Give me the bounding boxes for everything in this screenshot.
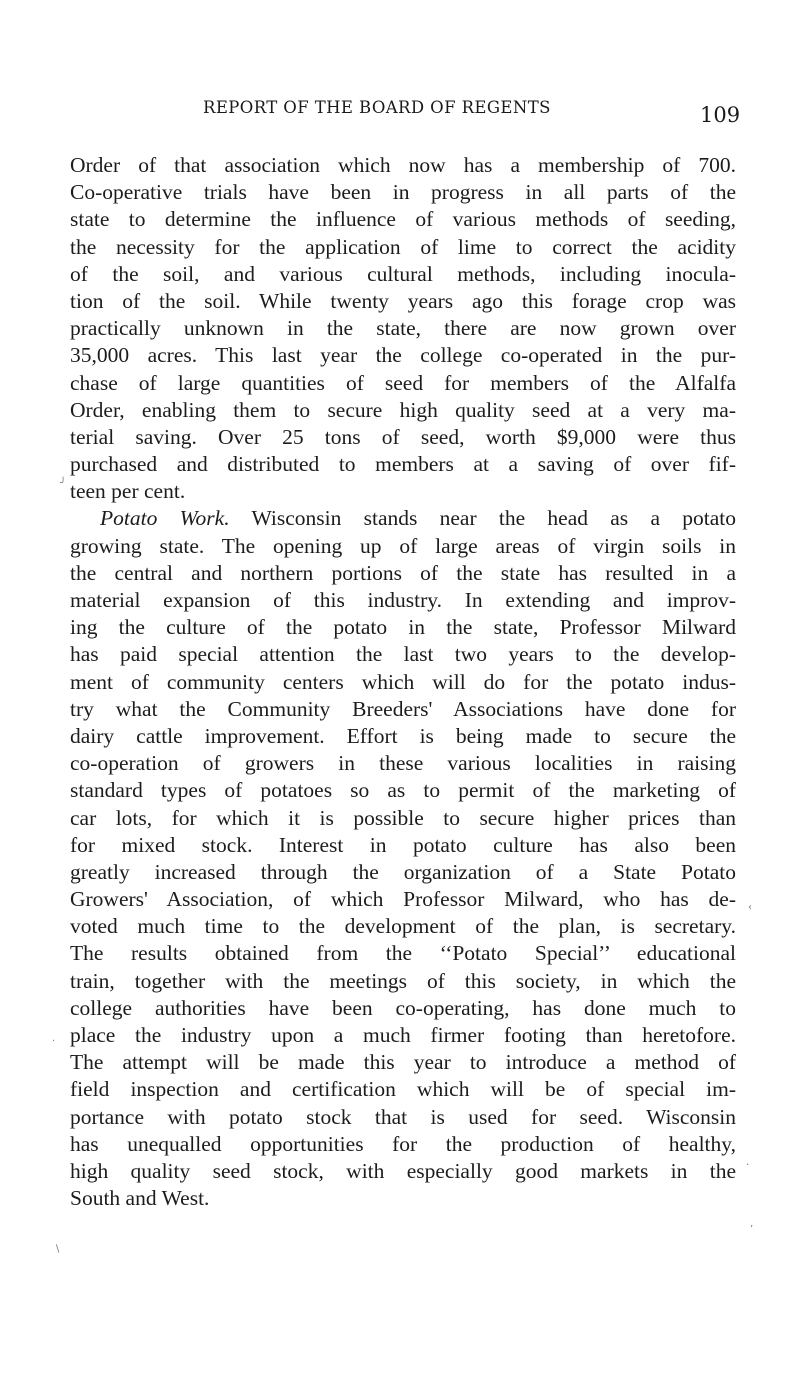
text-line: The results obtained from the ‘‘Potato Special’’ educational — [70, 941, 736, 966]
text-fragment: Wisconsin stands near the head as a potato — [251, 506, 736, 531]
text-line: South and West. — [70, 1186, 210, 1211]
text-line: place the industry upon a much firmer footing than heretofore. — [70, 1023, 736, 1047]
text-line: 35,000 acres. This last year the college co-operated in the pur- — [70, 343, 736, 368]
text-line: chase of large quantities of seed for members of the Alfalfa — [70, 370, 736, 395]
running-head: REPORT OF THE BOARD OF REGENTS — [203, 98, 551, 117]
text-line: Co-operative trials have been in progress in all parts of the — [70, 180, 736, 205]
text-line: college authorities have been co-operating, has done much to — [70, 995, 736, 1020]
paragraph-potato-work — [70, 505, 736, 1212]
text-line: growing state. The opening up of large areas of virgin soils in — [70, 533, 736, 558]
text-line: for mixed stock. Interest in potato culture has also been — [70, 832, 736, 857]
text-line: tion of the soil. While twenty years ago this forage crop was — [70, 288, 736, 313]
text-line: high quality seed stock, with especially good markets in the — [70, 1158, 736, 1183]
text-line: ment of community centers which will do for the potato indus- — [70, 669, 736, 694]
text-line: try what the Community Breeders' Associations have done for — [70, 696, 736, 721]
text-line: car lots, for which it is possible to secure higher prices than — [70, 805, 736, 830]
text-line: dairy cattle improvement. Effort is being made to secure the — [70, 723, 736, 748]
text-line: the central and northern portions of the state has resulted in a — [70, 560, 736, 585]
text-line: teen per cent. — [70, 479, 186, 504]
text-line: of the soil, and various cultural methods, including inocula- — [70, 261, 736, 286]
section-heading: Potato Work. — [100, 506, 230, 531]
text-line: material expansion of this industry. In extending and improv- — [70, 588, 736, 612]
text-line: greatly increased through the organization of a State Potato — [70, 859, 736, 884]
text-line: state to determine the influence of various methods of seeding, — [70, 207, 736, 232]
scan-speck: ’ — [750, 1224, 754, 1235]
scan-speck: · — [52, 1036, 56, 1047]
text-line: portance with potato stock that is used for seed. Wisconsin — [70, 1104, 736, 1129]
text-line: ing the culture of the potato in the state, Professor Milward — [70, 615, 736, 640]
text-line: has paid special attention the last two years to the develop- — [70, 642, 736, 667]
text-line: standard types of potatoes so as to permit of the marketing of — [70, 778, 736, 803]
text-line: train, together with the meetings of this society, in which the — [70, 968, 736, 993]
text-line: The attempt will be made this year to introduce a method of — [70, 1050, 736, 1075]
scan-speck: ∖ — [54, 1244, 61, 1255]
text-line: voted much time to the development of the plan, is secretary. — [70, 914, 736, 939]
text-line: Order, enabling them to secure high quality seed at a very ma- — [70, 397, 736, 422]
text-line: field inspection and certification which will be of special im- — [70, 1077, 736, 1102]
text-line: purchased and distributed to members at a saving of over fif- — [70, 452, 736, 477]
scan-speck: ╯ — [60, 478, 67, 489]
body-text — [70, 152, 736, 1212]
paragraph-alfalfa — [70, 152, 736, 505]
text-line: terial saving. Over 25 tons of seed, worth $9,000 were thus — [70, 424, 736, 449]
text-line: has unequalled opportunities for the production of healthy, — [70, 1131, 736, 1156]
page-number: 109 — [700, 103, 741, 127]
text-line: Growers' Association, of which Professor Milward, who has de- — [70, 887, 736, 912]
text-line — [70, 505, 736, 532]
text-line: Order of that association which now has a membership of 700. — [70, 153, 736, 177]
text-line: co-operation of growers in these various localities in raising — [70, 751, 736, 776]
scan-speck: · — [746, 1160, 750, 1171]
text-line: practically unknown in the state, there are now grown over — [70, 316, 736, 341]
text-line: the necessity for the application of lime to correct the acidity — [70, 234, 736, 259]
scan-speck: ‹ — [748, 902, 752, 913]
